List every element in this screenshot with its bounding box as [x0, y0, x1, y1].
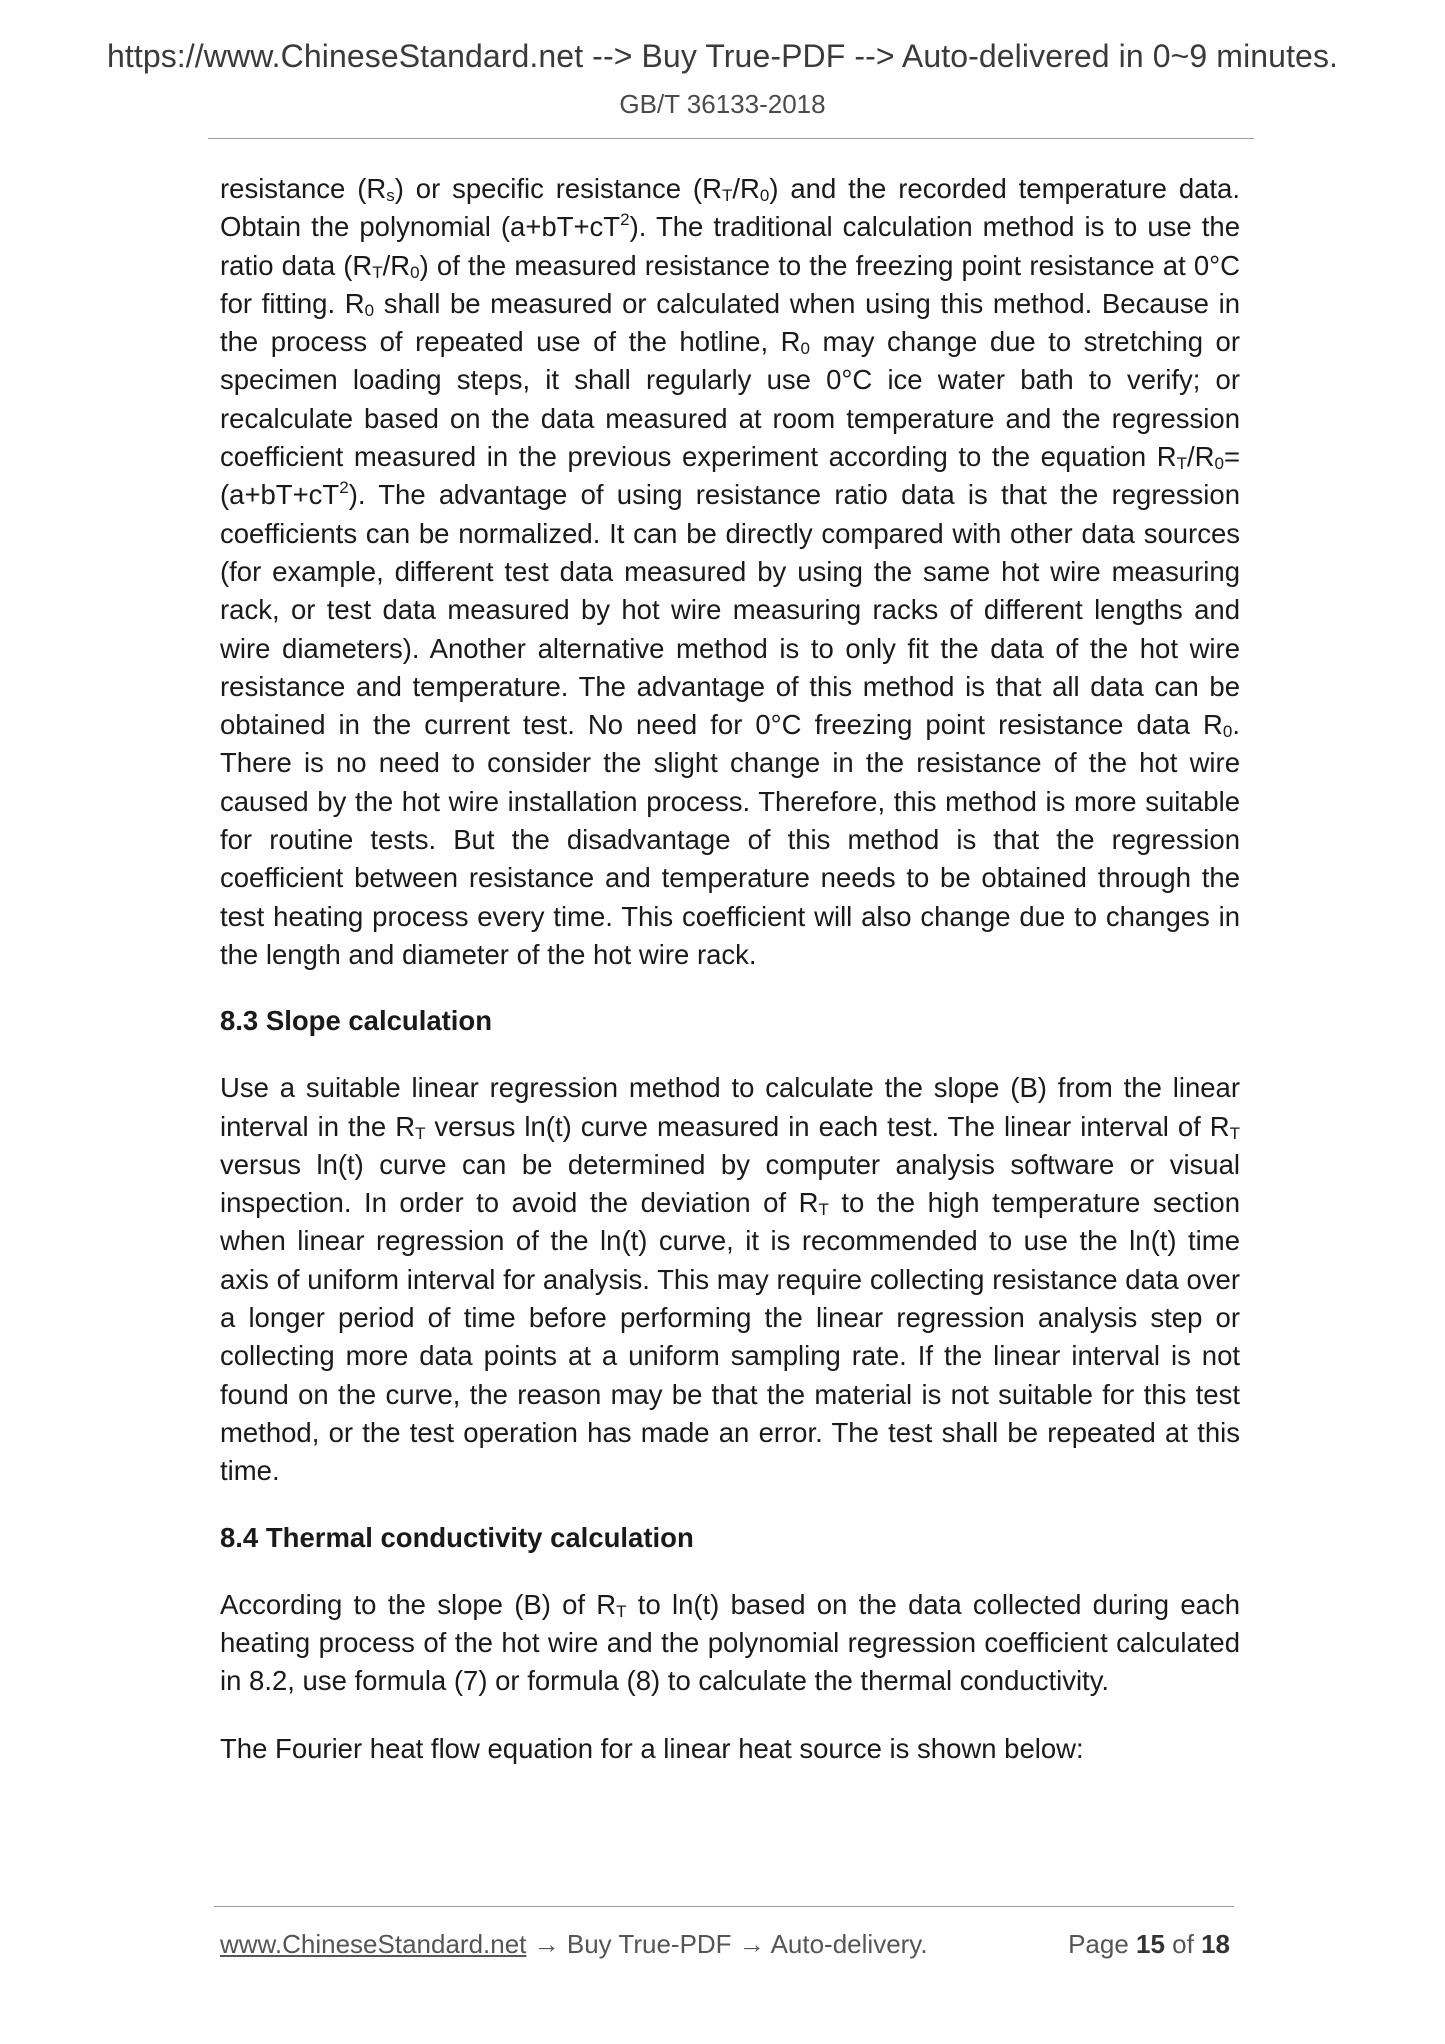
- document-code: GB/T 36133-2018: [619, 89, 826, 119]
- paragraph-resistance-fitting: resistance $(R_s)$ or specific resistance $(R_T/R_0)$ and the recorded temperature data. Obtain the polynomial $(a+bT+cT^2)$. The traditional calculation method is to use the ratio data $(R_T/R_0)$ of the measured resistance to the freezing point resistance at 0°C for fitting. $R_0$ shall be measured or calculated when using this method. Because in the process of repeated use of the hotline, $R_0$ may change due to stretching or specimen loading steps, it shall regularly use 0°C ice water bath to verify; or recalculate based on the data measured at room temperature and the regression coefficient measured in the previous experiment according to the equation $R_T/R_0=(a+bT+cT^2)$. The advantage of using resistance ratio data is that the regression coefficients can be normalized. It can be directly compared with other data sources (for example, different test data measured by using the same hot wire measuring rack, or test data measured by hot wire measuring racks of different lengths and wire diameters). Another alternative method is to only fit the data of the hot wire resistance and temperature. The advantage of this method is that all data can be obtained in the current test. No need for 0°C freezing point resistance data $R_0$. There is no need to consider the slight change in the resistance of the hot wire caused by the hot wire installation process. Therefore, this method is more suitable for routine tests. But the disadvantage of this method is that the regression coefficient between resistance and temperature needs to be obtained through the test heating process every time. This coefficient will also change due to changes in the length and diameter of the hot wire rack.: [220, 173, 1241, 970]
- paragraph-slope-calculation: Use a suitable linear regression method to calculate the slope (B) from the linear interval in the $R_T$ versus ln(t) curve measured in each test. The linear interval of $R_T$ versus ln(t) curve can be determined by computer analysis software or visual inspection. In order to avoid the deviation of $R_T$ to the high temperature section when linear regression of the ln(t) curve, it is recommended to use the ln(t) time axis of uniform interval for analysis. This may require collecting resistance data over a longer period of time before performing the linear regression analysis step or collecting more data points at a uniform sampling rate. If the linear interval is not found on the curve, the reason may be that the material is not suitable for this test method, or the test operation has made an error. The test shall be repeated at this time.: [220, 1072, 1240, 1487]
- total-page-count: 18: [1201, 1929, 1230, 1959]
- source-banner: https://www.ChineseStandard.net --> Buy True-PDF --> Auto-delivered in 0~9 minutes.: [106, 38, 1339, 74]
- footer-site-link[interactable]: www.ChineseStandard.net: [220, 1929, 527, 1959]
- paragraph-fourier-intro: The Fourier heat flow equation for a linear heat source is shown below:: [220, 1733, 1084, 1765]
- page-footer: [220, 1929, 1230, 1960]
- footer-tagline: → Buy True-PDF → Auto-delivery.: [526, 1929, 928, 1959]
- paragraph-thermal-conductivity: According to the slope (B) of $R_T$ to ln(t) based on the data collected during each heating process of the hot wire and the polynomial regression coefficient calculated in 8.2, use formula (7) or formula (8) to calculate the thermal conductivity.: [220, 1588, 1240, 1697]
- page-indicator: Page 15 of 18: [1068, 1929, 1230, 1959]
- section-heading-8-4: 8.4 Thermal conductivity calculation: [220, 1521, 694, 1553]
- current-page-number: 15: [1136, 1929, 1165, 1959]
- header-divider: [208, 138, 1254, 139]
- section-heading-8-3: 8.3 Slope calculation: [220, 1005, 493, 1037]
- footer-divider: [214, 1906, 1234, 1907]
- page-body: [220, 170, 1240, 1769]
